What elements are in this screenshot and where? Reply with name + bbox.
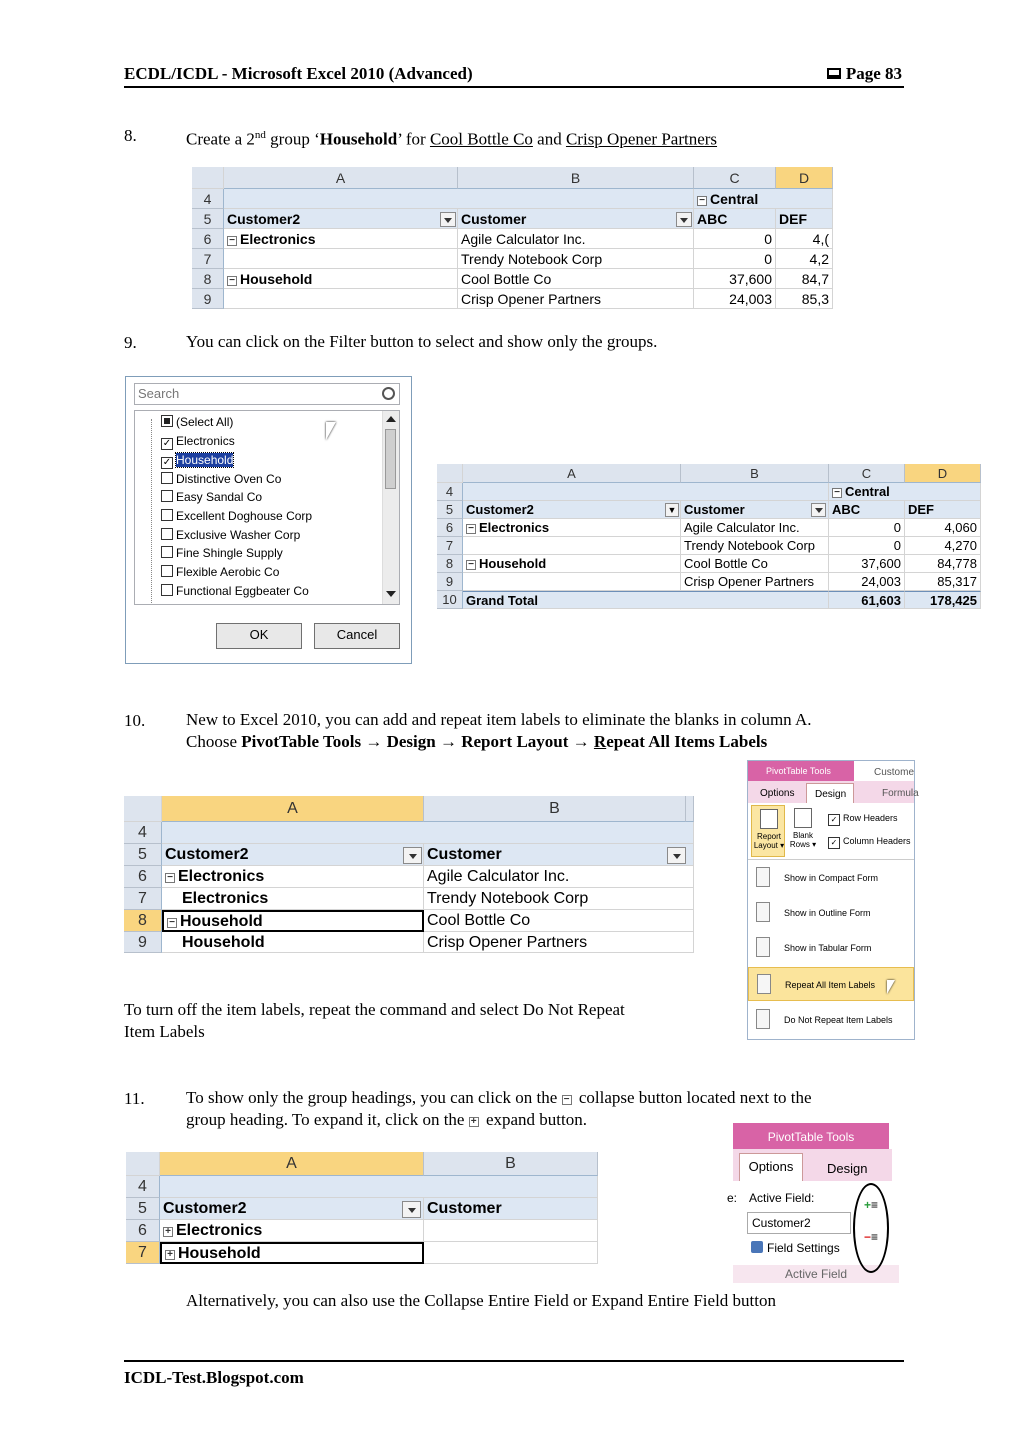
customer-filter-button[interactable] <box>811 503 826 517</box>
cool-bottle-link: Cool Bottle Co <box>429 129 533 149</box>
col-header-a[interactable]: A <box>463 464 681 483</box>
customer2-filter-button[interactable] <box>402 1201 421 1218</box>
row-header[interactable]: 9 <box>124 932 162 953</box>
filter-item[interactable]: Functional Eggbeater Co <box>161 582 309 600</box>
collapse-icon: − <box>562 1095 572 1105</box>
row-header[interactable]: 9 <box>192 289 224 309</box>
search-icon <box>382 387 395 400</box>
cell-abc[interactable]: 24,003 <box>829 573 905 591</box>
row-header[interactable]: 6 <box>437 519 463 537</box>
outline-form-icon <box>756 902 770 922</box>
collapse-icon[interactable]: − <box>697 196 707 206</box>
collapse-icon[interactable]: − <box>227 236 237 246</box>
group-household-selected[interactable]: − Household <box>162 910 424 932</box>
row-headers-checkbox[interactable]: ✓ Row Headers <box>828 813 898 826</box>
cell-customer[interactable]: Cool Bottle Co <box>424 910 694 932</box>
customer-header[interactable]: Customer <box>681 501 829 519</box>
pivot-sheet-3 <box>124 796 694 953</box>
blank-rows-button[interactable]: Blank Rows ▾ <box>787 805 819 857</box>
cell-customer[interactable]: Crisp Opener Partners <box>458 289 694 309</box>
repeated-label-electronics[interactable]: Electronics <box>162 888 424 910</box>
col-header-b[interactable]: B <box>424 1152 598 1176</box>
row-header[interactable]: 7 <box>126 1242 160 1264</box>
step-10-line2: Choose PivotTable Tools → Design → Report Layout → Repeat All Items Labels <box>186 732 768 751</box>
filter-dropdown <box>125 376 412 664</box>
step-11-line1: To show only the group headings, you can click on the − collapse button located next to the <box>186 1088 812 1107</box>
group-household[interactable]: − Household <box>224 269 458 289</box>
group-household-collapsed[interactable]: + Household <box>160 1242 424 1264</box>
expand-icon[interactable]: + <box>163 1227 173 1237</box>
menu-show-tabular[interactable]: Show in Tabular Form <box>748 931 914 965</box>
customer-header[interactable]: Customer <box>458 209 694 229</box>
row-header[interactable]: 4 <box>124 822 162 844</box>
filter-item[interactable]: Fine Shingle Supply <box>161 544 283 562</box>
col-header-b[interactable]: B <box>458 167 694 189</box>
collapse-entire-field-icon[interactable]: −≡ <box>864 1230 879 1244</box>
cancel-button[interactable]: Cancel <box>314 623 400 649</box>
cell-customer[interactable]: Agile Calculator Inc. <box>681 519 829 537</box>
row-header[interactable]: 8 <box>124 910 162 932</box>
no-repeat-labels-icon <box>756 1009 770 1029</box>
cell-abc[interactable]: 0 <box>694 249 776 269</box>
customer-header[interactable]: Customer <box>424 1198 598 1220</box>
cell-customer[interactable]: Trendy Notebook Corp <box>458 249 694 269</box>
cell-def[interactable]: 85,317 <box>905 573 981 591</box>
row-header[interactable]: 8 <box>437 555 463 573</box>
row-header[interactable]: 5 <box>437 501 463 519</box>
checkbox[interactable] <box>161 546 173 558</box>
tab-options[interactable]: Options <box>739 1153 803 1181</box>
cell-abc[interactable]: 24,003 <box>694 289 776 309</box>
ribbon-group-label: Active Field <box>733 1265 899 1283</box>
def-header: DEF <box>905 501 981 519</box>
tab-customer[interactable]: Custome <box>874 767 915 778</box>
row-header[interactable]: 7 <box>192 249 224 269</box>
tab-design[interactable]: Design <box>827 1161 868 1176</box>
central-header[interactable]: − Central <box>694 189 833 209</box>
col-header-d[interactable]: D <box>776 167 833 189</box>
pivot-sheet-2 <box>437 464 981 609</box>
checkbox[interactable] <box>161 528 173 540</box>
tab-design[interactable]: Design <box>806 783 854 803</box>
step-11-number: 11. <box>124 1089 145 1108</box>
cell-customer[interactable]: Trendy Notebook Corp <box>424 888 694 910</box>
group-household[interactable]: − Household <box>463 555 681 573</box>
checkbox[interactable] <box>161 584 173 596</box>
filter-scrollbar[interactable] <box>382 411 399 604</box>
row-header[interactable]: 5 <box>126 1198 160 1220</box>
tab-formula[interactable]: Formula <box>882 788 919 799</box>
active-field-ribbon: PivotTable Tools Options Design e: Active Field: Customer2 Field Settings Active Field +≡ −≡ <box>727 1123 892 1283</box>
ok-button[interactable]: OK <box>216 623 302 649</box>
step-10-line1: New to Excel 2010, you can add and repeat item labels to eliminate the blanks in column A. <box>186 710 812 729</box>
row-header[interactable]: 6 <box>126 1220 160 1242</box>
central-header[interactable]: − Central <box>829 483 981 501</box>
menu-show-compact[interactable]: Show in Compact Form <box>748 861 914 895</box>
report-layout-button[interactable]: Report Layout ▾ <box>751 805 785 857</box>
filter-item[interactable]: Excellent Doghouse Corp <box>161 507 312 525</box>
report-layout-ribbon <box>747 760 919 1040</box>
repeated-label-household[interactable]: Household <box>162 932 424 953</box>
menu-do-not-repeat[interactable]: Do Not Repeat Item Labels <box>748 1003 914 1037</box>
tabular-form-icon <box>756 937 770 957</box>
step-11-alternative: Alternatively, you can also use the Collapse Entire Field or Expand Entire Field button <box>186 1291 776 1310</box>
cell-customer[interactable]: Agile Calculator Inc. <box>458 229 694 249</box>
col-header-b[interactable]: B <box>681 464 829 483</box>
page-number: Page 83 <box>845 64 902 83</box>
step-11-line2: group heading. To expand it, click on the + expand button. <box>186 1110 588 1129</box>
cell-def[interactable]: 4,2 <box>776 249 833 269</box>
column-headers-checkbox[interactable]: ✓ Column Headers <box>828 836 911 849</box>
expand-entire-field-icon[interactable]: +≡ <box>864 1198 879 1212</box>
checkbox[interactable] <box>161 490 173 502</box>
scroll-up-arrow-icon[interactable] <box>386 416 396 422</box>
pivot-sheet-1 <box>192 167 833 309</box>
cell-customer[interactable]: Trendy Notebook Corp <box>681 537 829 555</box>
group-electronics-collapsed[interactable]: + Electronics <box>160 1220 424 1242</box>
page-header <box>124 62 904 88</box>
filter-search-input[interactable]: Search <box>134 383 400 405</box>
group-electronics[interactable]: − Electronics <box>162 866 424 888</box>
blank-rows-icon <box>794 808 812 828</box>
row-header[interactable]: 7 <box>124 888 162 910</box>
active-field-label: Active Field: <box>749 1191 815 1205</box>
collapse-icon[interactable]: − <box>466 524 476 534</box>
cell-customer[interactable]: Cool Bottle Co <box>681 555 829 573</box>
row-header[interactable]: 5 <box>192 209 224 229</box>
collapse-icon[interactable]: − <box>466 560 476 570</box>
customer2-header[interactable]: Customer2 <box>162 844 424 866</box>
crisp-opener-link: Crisp Opener Partners <box>565 129 718 149</box>
collapse-icon[interactable]: − <box>165 873 175 883</box>
cell-abc[interactable]: 0 <box>829 519 905 537</box>
pivot-sheet-4 <box>126 1152 598 1264</box>
field-settings-button[interactable]: Field Settings <box>751 1241 840 1255</box>
field-settings-icon <box>751 1241 763 1253</box>
filter-item[interactable]: ✓ Household <box>162 453 234 468</box>
col-header-a[interactable]: A <box>224 167 458 189</box>
tab-options[interactable]: Options <box>760 788 795 799</box>
abc-header: ABC <box>694 209 776 229</box>
customer2-header[interactable]: Customer2 <box>160 1198 424 1220</box>
filter-item-select-all[interactable]: (Select All) <box>161 413 233 431</box>
checkbox[interactable] <box>161 509 173 521</box>
col-header-a[interactable]: A <box>162 796 424 822</box>
collapse-icon[interactable]: − <box>167 918 177 928</box>
computer-icon <box>827 68 841 79</box>
cell-def[interactable]: 84,778 <box>905 555 981 573</box>
grand-total-label[interactable]: Grand Total <box>463 591 829 609</box>
cell-customer[interactable]: Crisp Opener Partners <box>424 932 694 953</box>
row-header[interactable]: 6 <box>192 229 224 249</box>
active-field-input[interactable]: Customer2 <box>747 1212 851 1234</box>
row-header[interactable]: 8 <box>192 269 224 289</box>
step-8-number: 8. <box>124 126 137 145</box>
row-header[interactable]: 6 <box>124 866 162 888</box>
customer-filter-button[interactable] <box>667 847 686 864</box>
header-title: ECDL/ICDL - Microsoft Excel 2010 (Advanced) <box>124 64 473 83</box>
customer2-filter-button[interactable] <box>440 212 456 227</box>
pivottable-tools-context: PivotTable Tools <box>748 761 854 781</box>
group-electronics[interactable]: − Electronics <box>463 519 681 537</box>
customer-header[interactable]: Customer <box>424 844 694 866</box>
col-header-a[interactable]: A <box>160 1152 424 1176</box>
filter-applied-icon[interactable]: ▼ <box>665 503 679 517</box>
row-header[interactable]: 10 <box>437 591 463 609</box>
cell-def[interactable]: 4,( <box>776 229 833 249</box>
col-header-b[interactable]: B <box>424 796 686 822</box>
menu-show-outline[interactable]: Show in Outline Form <box>748 896 914 930</box>
expand-collapse-highlight <box>853 1183 889 1273</box>
expand-icon: + <box>469 1117 479 1127</box>
col-header-d[interactable]: D <box>905 464 981 483</box>
cell-abc[interactable]: 0 <box>829 537 905 555</box>
turn-off-line1: To turn off the item labels, repeat the command and select Do Not Repeat <box>124 1000 625 1019</box>
checkbox[interactable] <box>161 415 173 427</box>
grand-total-def[interactable]: 178,425 <box>905 591 981 609</box>
filter-item[interactable]: ✓ Electronics <box>162 434 235 449</box>
filter-list <box>134 410 400 605</box>
col-header-c[interactable]: C <box>694 167 776 189</box>
row-header[interactable]: 7 <box>437 537 463 555</box>
checkbox[interactable] <box>161 565 173 577</box>
cell-def[interactable]: 4,060 <box>905 519 981 537</box>
collapse-icon[interactable]: − <box>832 488 842 498</box>
tree-line <box>151 419 152 605</box>
filter-item[interactable]: Exclusive Washer Corp <box>161 526 300 544</box>
cell-customer[interactable]: Agile Calculator Inc. <box>424 866 694 888</box>
cell-def[interactable]: 85,3 <box>776 289 833 309</box>
scroll-thumb[interactable] <box>385 429 396 489</box>
cell-abc[interactable]: 37,600 <box>829 555 905 573</box>
turn-off-line2: Item Labels <box>124 1022 205 1041</box>
header-page <box>827 64 902 84</box>
customer-filter-button[interactable] <box>676 212 692 227</box>
row-header[interactable]: 9 <box>437 573 463 591</box>
cell-def[interactable]: 84,7 <box>776 269 833 289</box>
row-header[interactable]: 4 <box>437 483 463 501</box>
row-header[interactable]: 5 <box>124 844 162 866</box>
row-header[interactable]: 4 <box>126 1176 160 1198</box>
cell-abc[interactable]: 0 <box>694 229 776 249</box>
cell-customer[interactable]: Crisp Opener Partners <box>681 573 829 591</box>
filter-item[interactable]: Easy Sandal Co <box>161 488 262 506</box>
abc-header: ABC <box>829 501 905 519</box>
cell-def[interactable]: 4,270 <box>905 537 981 555</box>
group-electronics[interactable]: − Electronics <box>224 229 458 249</box>
collapse-icon[interactable]: − <box>227 276 237 286</box>
pivottable-tools-context: PivotTable Tools <box>733 1123 889 1149</box>
col-header-c[interactable]: C <box>829 464 905 483</box>
report-layout-icon <box>760 809 778 829</box>
repeat-labels-icon <box>757 974 771 994</box>
row-header[interactable]: 4 <box>192 189 224 209</box>
filter-item[interactable]: Distinctive Oven Co <box>161 470 281 488</box>
cell-customer[interactable]: Cool Bottle Co <box>458 269 694 289</box>
customer2-header[interactable]: Customer2 <box>463 501 681 519</box>
cursor-icon <box>326 422 336 440</box>
step-10-number: 10. <box>124 711 146 730</box>
customer2-filter-button[interactable] <box>403 847 422 864</box>
checkbox[interactable] <box>161 472 173 484</box>
compact-form-icon <box>756 867 770 887</box>
step-9-number: 9. <box>124 333 137 352</box>
filter-item[interactable]: Flexible Aerobic Co <box>161 563 279 581</box>
menu-repeat-all-item-labels[interactable]: Repeat All Item Labels <box>748 967 914 1001</box>
expand-icon[interactable]: + <box>165 1250 175 1260</box>
checkbox[interactable]: ✓ <box>162 438 172 449</box>
checkbox[interactable]: ✓ <box>162 457 172 468</box>
step-9-text: You can click on the Filter button to select and show only the groups. <box>186 332 658 351</box>
cell-abc[interactable]: 37,600 <box>694 269 776 289</box>
def-header: DEF <box>776 209 833 229</box>
step-8-text: Create a 2nd group ‘Household’ for Cool Bottle Co and Crisp Opener Partners <box>186 129 718 149</box>
scroll-down-arrow-icon[interactable] <box>386 591 396 597</box>
cursor-icon <box>887 980 895 994</box>
customer2-header[interactable]: Customer2 <box>224 209 458 229</box>
grand-total-abc[interactable]: 61,603 <box>829 591 905 609</box>
page-footer: ICDL-Test.Blogspot.com <box>124 1360 904 1388</box>
